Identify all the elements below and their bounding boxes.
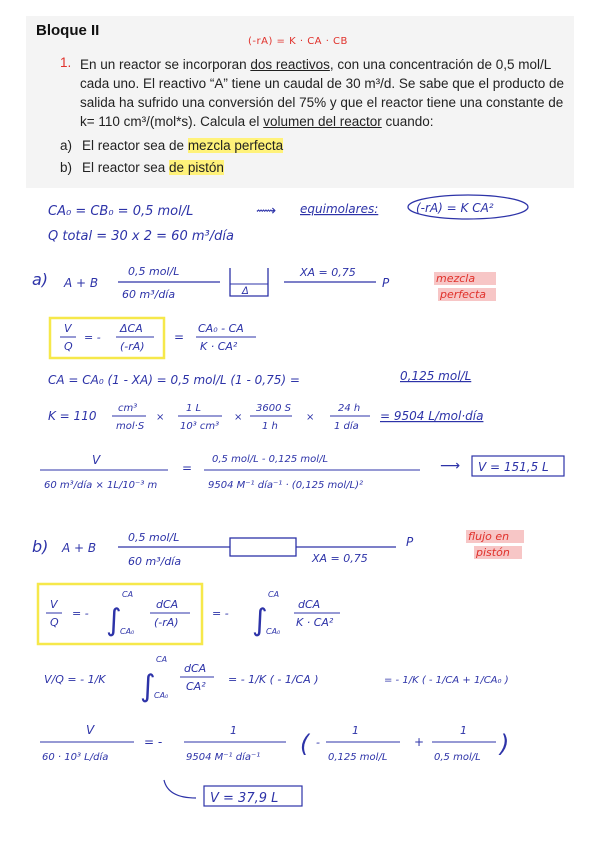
part-b-product: P — [406, 535, 414, 549]
rate-law-squared: (-rA) = K CA² — [416, 201, 494, 215]
k-conv2-den: 1 h — [262, 421, 278, 432]
k-conv2-num: 3600 S — [256, 403, 291, 414]
b-eq2-lower: CA₀ — [154, 691, 169, 700]
problem-number: 1. — [60, 55, 72, 70]
k-conv1-den: 10³ cm³ — [180, 421, 220, 432]
a-eq-q: Q — [64, 340, 73, 353]
b-eq1-q: Q — [50, 616, 59, 629]
equimolar-label: equimolares: — [300, 202, 379, 216]
b-eq1-lower: CA₀ — [120, 627, 135, 636]
note-perfecta: perfecta — [440, 288, 487, 301]
k-conv3-num: 24 h — [338, 403, 361, 414]
option-b-highlight: de pistón — [169, 160, 224, 175]
a-vol-equals: = — [182, 461, 193, 475]
b-eq3-k: 9504 M⁻¹ día⁻¹ — [186, 752, 261, 763]
part-a-conversion: XA = 0,75 — [300, 266, 356, 279]
part-b-feed-flow: 60 m³/día — [128, 555, 182, 568]
paren-open: ( — [300, 730, 310, 758]
k-start: K = 110 — [48, 409, 97, 423]
a-vol-rhs-num: 0,5 mol/L - 0,125 mol/L — [212, 454, 329, 465]
b-eq2-lhs: V/Q = - 1/K — [44, 673, 106, 686]
option-b-text: El reactor sea — [82, 160, 170, 175]
b-eq2-upper: CA — [156, 655, 168, 664]
part-a-feed-concentration: 0,5 mol/L — [128, 265, 180, 278]
b-eq1-minus2: = - — [212, 607, 229, 620]
integral-sign-3: ∫ — [140, 669, 156, 704]
a-eq-delta: ΔCA — [120, 322, 143, 335]
part-b-reactants: A + B — [62, 541, 97, 555]
statement-part-1: En un reactor se incorporan — [80, 57, 251, 72]
b-eq2-end: = - 1/K ( - 1/CA + 1/CA₀ ) — [384, 675, 509, 686]
a-eq-equals: = — [174, 330, 185, 344]
total-flow: Q total = 30 x 2 = 60 m³/día — [48, 229, 234, 244]
a-eq-v: V — [64, 322, 72, 335]
b-eq1-minus: = - — [72, 607, 89, 620]
squiggle-arrow: ⟿ — [256, 203, 277, 219]
result-volume-a: V = 151,5 L — [478, 460, 549, 474]
integral-sign-1: ∫ — [106, 603, 122, 638]
ca-result: 0,125 mol/L — [400, 369, 472, 383]
k-unit-num: cm³ — [118, 403, 138, 414]
k-conv3-den: 1 día — [334, 421, 359, 432]
a-vol-denominator: 60 m³/día × 1L/10⁻³ m — [44, 480, 158, 491]
statement-part-2: , con una concentración de 0,5 mol/L cada uno. El reactivo “A” tiene un caudal de 30 m³/d. Se sabe que el producto de salida ha sufrido una conversión del 75% y que el reactor tiene una constante de k= 110 cm³/(mol*s). Calcula el — [80, 57, 565, 129]
b-eq1-upper: CA — [122, 590, 134, 599]
note-flujo: flujo en — [468, 530, 510, 543]
b-eq1-v: V — [50, 598, 58, 611]
ca-calculation: CA = CA₀ (1 - XA) = 0,5 mol/L (1 - 0,75) = — [48, 373, 300, 387]
part-a-reactants: A + B — [64, 276, 99, 290]
b-eq1-kca2: K · CA² — [296, 616, 334, 629]
a-eq-rate: (-rA) — [120, 340, 145, 353]
result-volume-b: V = 37,9 L — [210, 791, 279, 806]
part-a-feed-flow: 60 m³/día — [122, 288, 176, 301]
rate-law-annotation: (-rA) = K · CA · CB — [248, 36, 348, 47]
initial-concentrations: CA₀ = CB₀ = 0,5 mol/L — [48, 204, 194, 219]
result-arrow-b — [164, 780, 196, 798]
option-a-key: a) — [60, 138, 73, 153]
b-eq3-p1-one: 1 — [352, 724, 359, 737]
b-eq3-v: V — [86, 723, 95, 737]
b-eq1-lower2: CA₀ — [266, 627, 281, 636]
part-a-product: P — [382, 276, 390, 290]
b-eq3-minus: = - — [144, 735, 163, 749]
b-eq1-dca: dCA — [156, 598, 179, 611]
b-eq3-minus2: - — [316, 736, 320, 749]
option-a-highlight: mezcla perfecta — [187, 138, 284, 153]
b-eq2-middle: = - 1/K ( - 1/CA ) — [228, 673, 319, 686]
result-arrow-a: ⟶ — [440, 458, 461, 474]
a-vol-rhs-den: 9504 M⁻¹ día⁻¹ · (0,125 mol/L)² — [208, 480, 363, 491]
pfr-tube — [230, 538, 296, 556]
b-eq1-upper2: CA — [268, 590, 280, 599]
a-eq-den2: K · CA² — [200, 340, 238, 353]
part-b-conversion: XA = 0,75 — [312, 552, 368, 565]
part-b-label: b) — [32, 537, 49, 556]
part-b-feed-concentration: 0,5 mol/L — [128, 531, 180, 544]
b-eq3-p2-den: 0,5 mol/L — [434, 752, 481, 763]
b-eq2-dca: dCA — [184, 662, 207, 675]
b-eq3-p1-den: 0,125 mol/L — [328, 752, 388, 763]
k-unit-den: mol·S — [116, 421, 145, 432]
a-vol-v: V — [92, 453, 101, 467]
b-eq1-dca2: dCA — [298, 598, 321, 611]
times-1: × — [156, 412, 165, 423]
section-title: Bloque II — [36, 22, 100, 39]
integral-sign-2: ∫ — [252, 603, 268, 638]
k-result: = 9504 L/mol·día — [380, 409, 484, 423]
option-b-key: b) — [60, 160, 73, 175]
stirrer-icon: ᐃ — [242, 286, 249, 297]
b-eq3-p2-one: 1 — [460, 724, 467, 737]
b-eq3-plus: + — [414, 735, 425, 749]
times-3: × — [306, 412, 315, 423]
b-eq3-one: 1 — [230, 724, 237, 737]
cstr-vessel — [230, 268, 268, 296]
k-conv1-num: 1 L — [186, 403, 202, 414]
a-eq-num2: CA₀ - CA — [198, 322, 244, 335]
note-piston: pistón — [476, 546, 510, 559]
option-a-text: El reactor sea de — [82, 138, 188, 153]
part-a-label: a) — [32, 270, 49, 289]
note-mezcla: mezcla — [436, 272, 476, 285]
b-eq3-den: 60 · 10³ L/día — [42, 752, 109, 763]
b-eq2-ca2: CA² — [186, 680, 206, 693]
b-eq1-rate: (-rA) — [154, 616, 179, 629]
times-2: × — [234, 412, 243, 423]
paren-close: ) — [500, 730, 510, 758]
a-eq-minus: = - — [84, 331, 101, 344]
underlined-reactants: dos reactivos — [250, 57, 330, 72]
underlined-reactor-volume: volumen del reactor — [263, 114, 382, 129]
statement-part-3: cuando: — [381, 114, 434, 129]
